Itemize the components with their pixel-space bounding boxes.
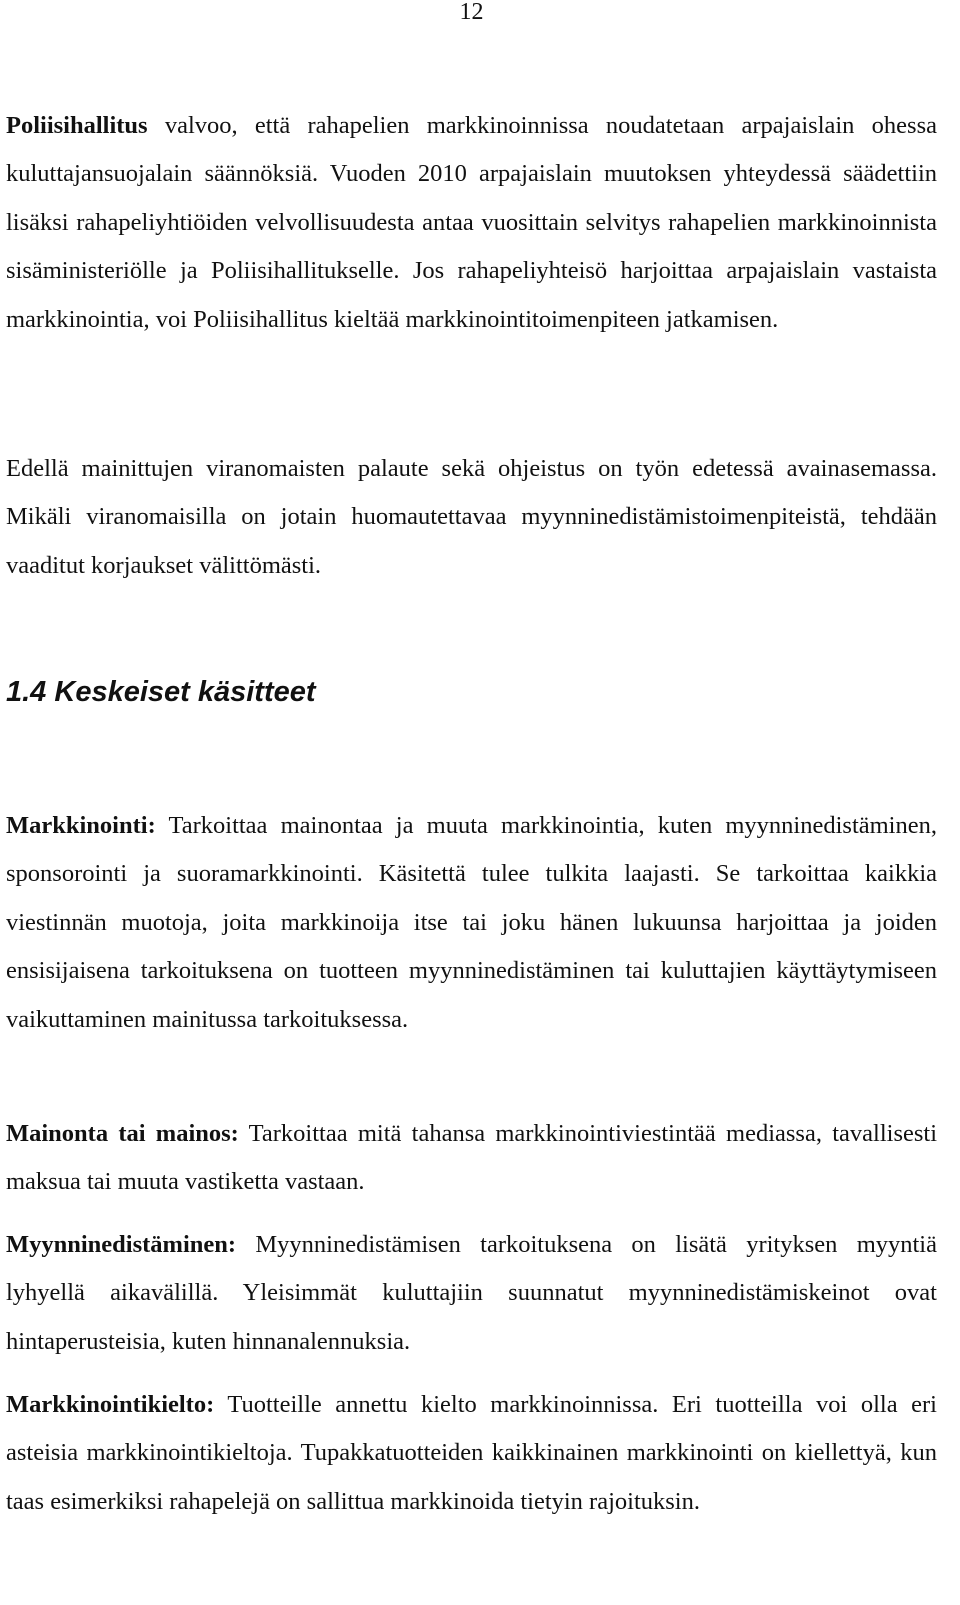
paragraph-viranomaiset (6, 445, 937, 590)
definition-term: Mainonta tai mainos: (6, 1120, 239, 1147)
paragraph-poliisihallitus (6, 102, 937, 344)
definition-term: Myynninedistäminen: (6, 1231, 237, 1258)
definition-text: Tarkoittaa mainontaa ja muuta markkinointia, kuten myynninedistäminen, sponsorointi ja suoramarkkinointi. Käsitettä tulee tulkita laajasti. Se tarkoittaa kaikkia viestinnän muotoja, joita markkinoija itse tai joku hänen lukuunsa harjoittaa ja joiden ensisijaisena tarkoituksena on tuotteen myynninedistäminen tai kuluttajien käyttäytymiseen vaikuttaminen mainitussa tarkoituksessa. (6, 812, 937, 1033)
page-number: 12 (459, 0, 484, 25)
section-heading: 1.4 Keskeiset käsitteet (6, 676, 316, 708)
definition-markkinointi (6, 802, 937, 1044)
definition-term: Markkinointikielto: (6, 1391, 215, 1418)
definition-text: Myynninedistämisen tarkoituksena on lisätä yrityksen myyntiä lyhyellä aikavälillä. Yleisimmät kuluttajiin suunnatut myynninedistämiskeinot ovat hintaperusteisia, kuten hinnanalennuksia. (6, 1231, 937, 1355)
definition-myynninedistaminen (6, 1221, 937, 1366)
paragraph-text: valvoo, että rahapelien markkinoinnissa noudatetaan arpajaislain ohessa kuluttajansuojalain säännöksiä. Vuoden 2010 arpajaislain muutoksen yhteydessä säädettiin lisäksi rahapeliyhtiöiden velvollisuudesta antaa vuosittain selvitys rahapelien markkinoinnista sisäministeriölle ja Poliisihallitukselle. Jos rahapeliyhteisö harjoittaa arpajaislain vastaista markkinointia, voi Poliisihallitus kieltää markkinointitoimenpiteen jatkamisen. (6, 112, 937, 333)
definition-text: Tuotteille annettu kielto markkinoinnissa. Eri tuotteilla voi olla eri asteisia markkinointikieltoja. Tupakkatuotteiden kaikkinainen markkinointi on kiellettyä, kun taas esimerkiksi rahapelejä on sallittua markkinoida tietyin rajoituksin. (6, 1391, 937, 1515)
definition-mainonta (6, 1110, 937, 1207)
definition-markkinointikielto (6, 1381, 937, 1526)
definition-text: Tarkoittaa mitä tahansa markkinointiviestintää mediassa, tavallisesti maksua tai muuta vastiketta vastaan. (6, 1120, 937, 1196)
paragraph-text: Edellä mainittujen viranomaisten palaute sekä ohjeistus on työn edetessä avainasemassa. Mikäli viranomaisilla on jotain huomautettavaa myynninedistämistoimenpiteistä, tehdään vaaditut korjaukset välittömästi. (6, 455, 937, 579)
definition-term: Markkinointi: (6, 812, 156, 839)
paragraph-lead-term: Poliisihallitus (6, 112, 148, 139)
